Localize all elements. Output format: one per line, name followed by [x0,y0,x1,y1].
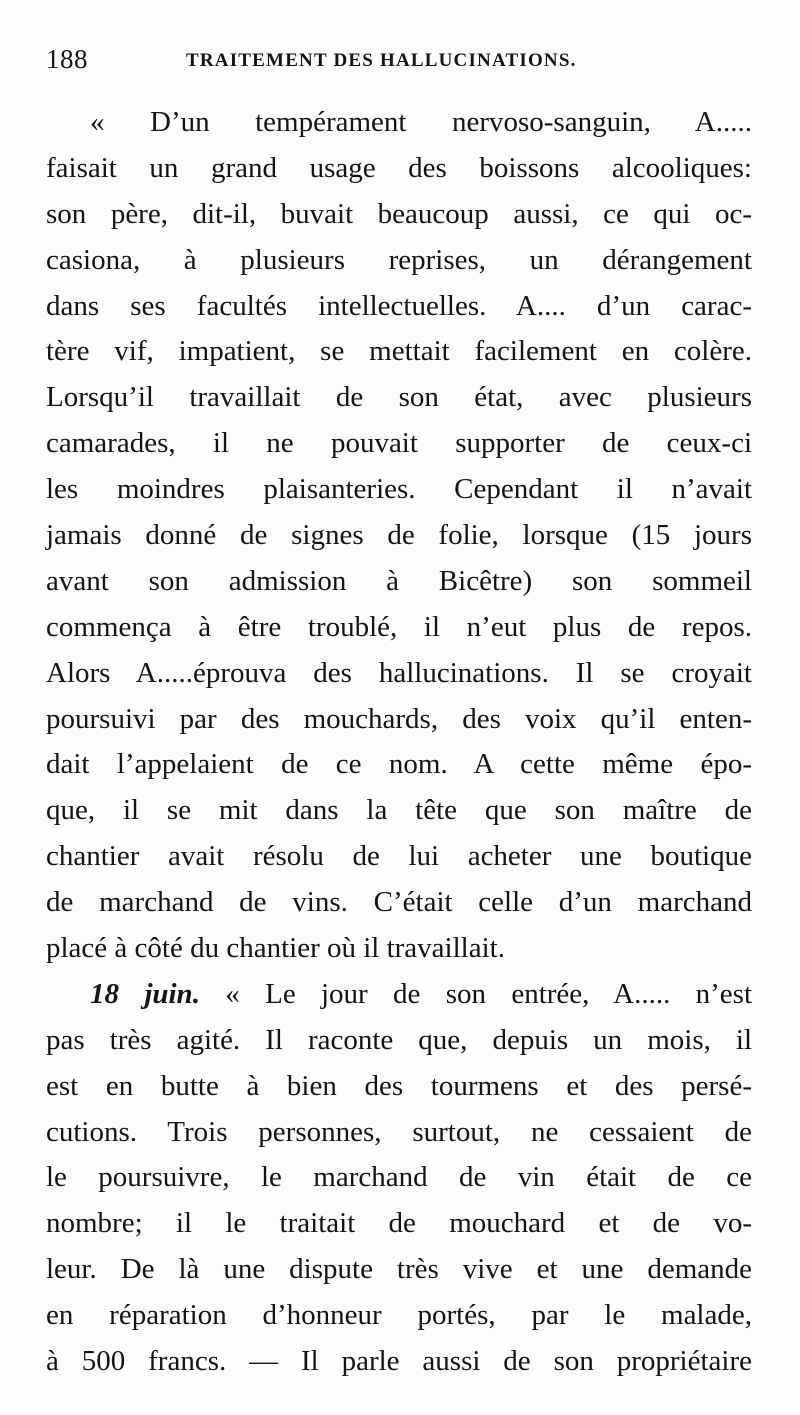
page-number: 188 [46,44,88,74]
running-head: TRAITEMENT DES HALLUCINATIONS. [186,50,577,71]
text-line: « D’un tempérament nervoso-sanguin, A..... [90,106,752,138]
text-line: avant son admission à Bicêtre) son sommeil [46,564,752,597]
text-line: poursuivi par des mouchards, des voix qu’il enten- [46,702,752,735]
text-line: camarades, il ne pouvait supporter de ceux-ci [46,427,752,460]
text-line: placé à côté du chantier où il travaillait. [46,932,505,965]
text-line: leur. De là une dispute très vive et une demande [46,1253,752,1286]
entry-date: 18 juin. [90,977,200,1010]
text-line: casiona, à plusieurs reprises, un dérangement [46,243,752,276]
text-line: de marchand de vins. C’était celle d’un marchand [46,886,752,919]
text-line: le poursuivre, le marchand de vin était de ce [46,1161,752,1194]
text-line: jamais donné de signes de folie, lorsque (15 jours [46,519,752,552]
text-line: Alors A.....éprouva des hallucinations. Il se croyait [46,656,752,689]
text-line: commença à être troublé, il n’eut plus de repos. [46,610,752,643]
text-line: pas très agité. Il raconte que, depuis un mois, il [46,1023,752,1056]
text-line: en réparation d’honneur portés, par le malade, [46,1299,752,1332]
text-line: à 500 francs. — Il parle aussi de son propriétaire [46,1345,752,1378]
text-line: Lorsqu’il travaillait de son état, avec plusieurs [46,381,752,414]
paragraph-start-line [46,972,752,1018]
text-line: tère vif, impatient, se mettait facilement en colère. [46,335,752,368]
text-line: cutions. Trois personnes, surtout, ne cessaient de [46,1115,752,1148]
text-line: son père, dit-il, buvait beaucoup aussi, ce qui oc- [46,197,752,230]
text-line: est en butte à bien des tourmens et des persé- [46,1069,752,1102]
text-line: chantier avait résolu de lui acheter une boutique [46,840,752,873]
text-line: dait l’appelaient de ce nom. A cette même épo- [46,748,752,781]
text-line: nombre; il le traitait de mouchard et de vo- [46,1207,752,1240]
text-line: faisait un grand usage des boissons alcooliques: [46,151,752,184]
text-line: dans ses facultés intellectuelles. A.... d’un carac- [46,289,752,322]
body-text [46,100,752,1385]
text-line: que, il se mit dans la tête que son maître de [46,794,752,827]
page-header [46,40,746,80]
text-line: les moindres plaisanteries. Cependant il n’avait [46,473,752,506]
text-fragment: « Le jour de son entrée, A..... n’est [225,977,753,1010]
